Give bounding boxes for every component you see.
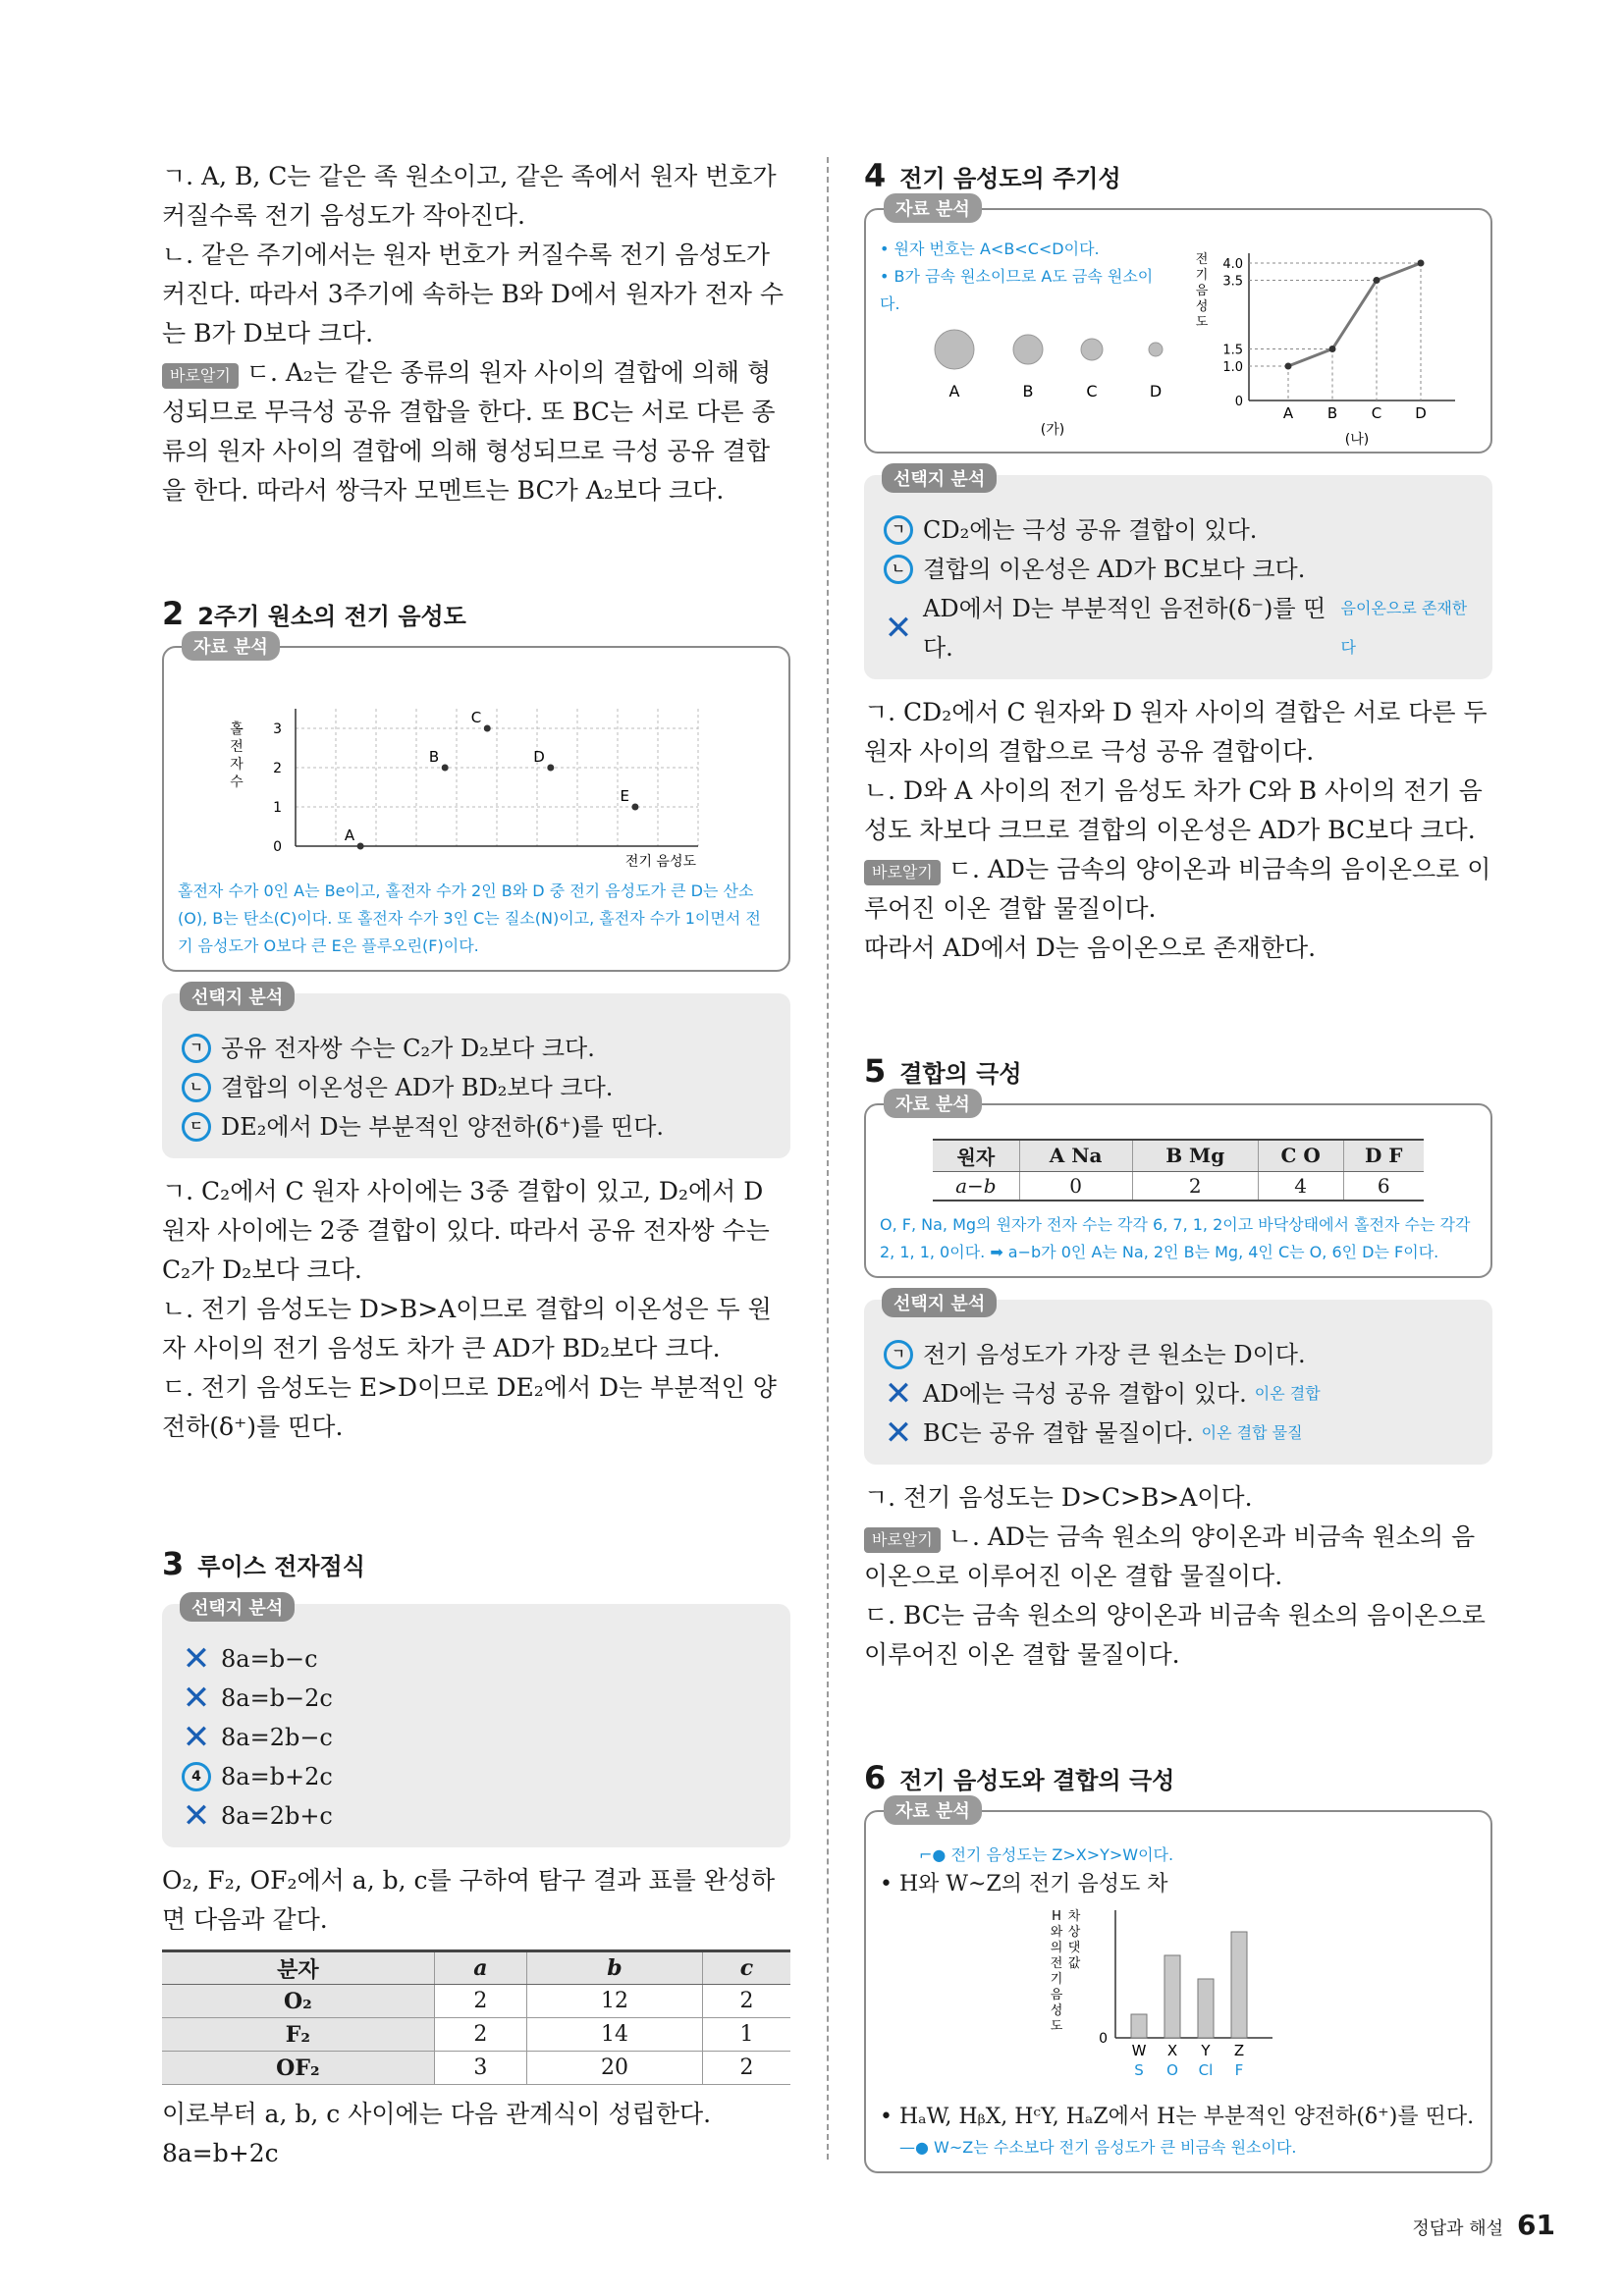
x-axis-label: 전기 음성도: [624, 854, 696, 870]
section-2-title-text: 2주기 원소의 전기 음성도: [197, 603, 466, 630]
s6-bullet2: • HₐW, HᵦX, HᶜY, HₐZ에서 H는 부분적인 양전하(δ⁺)를 띤다.: [880, 2105, 1475, 2129]
s3-option-text: 8a=b−c: [221, 1645, 318, 1673]
y-axis-label: 와: [1050, 1925, 1063, 1940]
s2-e3: ㄷ. 전기 음성도는 E>D이므로 DE₂에서 D는 부분적인 양전하(δ⁺)를 띤다.: [162, 1373, 777, 1441]
y-tick-label: 4.0: [1222, 257, 1243, 272]
s6-bar-chart: [880, 1900, 1479, 2097]
page-footer: [1412, 2209, 1555, 2241]
s5-table-header: D F: [1343, 1140, 1424, 1171]
element-label: O: [1166, 2061, 1178, 2079]
s4-e1: ㄱ. CD₂에서 C 원자와 D 원자 사이의 결합은 서로 다른 두 원자 사이의 결합으로 극성 공유 결합이다.: [864, 698, 1488, 766]
atom-sphere: [935, 330, 974, 369]
s5-option-text: BC는 공유 결합 물질이다.: [923, 1419, 1194, 1447]
s3-p1: O₂, F₂, OF₂에서 a, b, c를 구하여 탐구 결과 표를 완성하면 다음과 같다.: [162, 1866, 776, 1934]
correct-mark-icon: ㄱ: [884, 515, 913, 545]
s3-table-header: c: [702, 1951, 790, 1985]
s2-e1: ㄱ. C₂에서 C 원자 사이에는 3중 결합이 있고, D₂에서 D 원자 사이에는 2중 결합이 있다. 따라서 공유 전자쌍 수는 C₂가 D₂보다 크다.: [162, 1177, 770, 1284]
wrong-mark-icon: ✕: [182, 1679, 211, 1718]
section-6-title-text: 전기 음성도와 결합의 극성: [899, 1767, 1175, 1794]
table-cell: 3: [434, 2052, 526, 2085]
section-4-number: 4: [864, 157, 887, 194]
s4-data-tag: 자료 분석: [884, 193, 982, 223]
section-6-number: 6: [864, 1759, 887, 1796]
table-cell: OF₂: [162, 2052, 434, 2085]
y-axis-label: 차: [1067, 1909, 1081, 1924]
y-axis-label: 성: [1195, 299, 1209, 314]
data-point: [1285, 363, 1292, 370]
s3-p3: 8a=b+2c: [162, 2139, 279, 2167]
s4-option: [882, 589, 1475, 667]
s4-data-box: [864, 199, 1492, 454]
s4-notes: [880, 236, 1164, 318]
data-point: [1329, 346, 1336, 352]
data-point: [1418, 260, 1425, 267]
s3-p2: 이로부터 a, b, c 사이에는 다음 관계식이 성립한다.: [162, 2100, 712, 2128]
y-tick-label: 1.5: [1222, 343, 1243, 358]
wrong-mark-icon: ✕: [884, 609, 913, 648]
section-4-title: [864, 157, 1492, 194]
section-5-title-text: 결합의 극성: [899, 1060, 1022, 1088]
table-cell: 4: [1258, 1171, 1343, 1201]
table-cell: O₂: [162, 1985, 434, 2018]
s3-options-box: [162, 1598, 790, 1847]
s4-option-note: 음이온으로 존재한다: [1340, 599, 1468, 657]
s5-option: [882, 1374, 1475, 1414]
s6-data-box: [864, 1801, 1492, 2173]
s3-options-tag: 선택지 분석: [180, 1592, 295, 1622]
point-label: D: [533, 748, 545, 766]
s5-data-tag: 자료 분석: [884, 1089, 982, 1118]
s3-table-header: a: [434, 1951, 526, 1985]
s1-p3-text: ㄷ. A₂는 같은 종류의 원자 사이의 결합에 의해 형성되므로 무극성 공유 결합을 한다. 또 BC는 서로 다른 종류의 원자 사이의 결합에 의해 형성되므로 극성 공유 결합을 한다. 따라서 쌍극자 모멘트는 BC가 A₂보다 크다.: [162, 358, 776, 505]
s2-options-box: [162, 988, 790, 1158]
series-line: [1377, 263, 1421, 281]
atom-sphere: [1013, 335, 1043, 364]
table-row: [162, 1985, 790, 2018]
y-axis-label: 수: [230, 774, 244, 790]
table-cell: 12: [526, 1985, 702, 2018]
s2-option-text: DE₂에서 D는 부분적인 양전하(δ⁺)를 띤다.: [221, 1113, 665, 1141]
s4-atom-spheres: [925, 318, 1219, 446]
right-column: [864, 157, 1492, 2173]
point-label: E: [620, 787, 629, 805]
table-row: [162, 2018, 790, 2052]
s2-analysis: 홀전자 수가 0인 A는 Be이고, 홀전자 수가 2인 B와 D 중 전기 음성도가 큰 D는 산소(O), B는 탄소(C)이다. 또 홀전자 수가 3인 C는 질소(N)이고, 홀전자 수가 1이면서 전기 음성도가 O보다 큰 E은 플루오린(F)이다.: [178, 881, 761, 955]
s2-data-tag: 자료 분석: [182, 631, 280, 661]
bar: [1231, 1932, 1247, 2038]
data-point: [442, 765, 449, 772]
s3-option: [180, 1757, 773, 1796]
left-column: [162, 157, 790, 2173]
table-cell: 2: [434, 2018, 526, 2052]
atom-label: C: [1086, 382, 1098, 400]
s5-options-tag: 선택지 분석: [882, 1288, 997, 1317]
y-tick-label: 1: [273, 800, 282, 816]
y-axis-label: 음: [1195, 284, 1209, 298]
s6-callout2: —● W~Z는 수소보다 전기 음성도가 큰 비금속 원소이다.: [899, 2138, 1297, 2157]
correct-mark-icon: ㄷ: [182, 1112, 211, 1142]
atom-label: A: [948, 382, 960, 400]
section-3-number: 3: [162, 1545, 185, 1582]
x-tick-label: A: [1282, 404, 1294, 422]
y-axis-label: 상: [1067, 1925, 1081, 1940]
series-line: [1288, 349, 1332, 367]
s3-option: [180, 1718, 773, 1757]
s2-option-text: 공유 전자쌍 수는 C₂가 D₂보다 크다.: [221, 1035, 595, 1062]
element-label: Cl: [1198, 2061, 1214, 2079]
table-cell: 14: [526, 2018, 702, 2052]
s3-option: [180, 1679, 773, 1718]
s2-option: [180, 1068, 773, 1107]
s2-option: [180, 1107, 773, 1147]
section-2-title: [162, 595, 790, 632]
s4-note: • B가 금속 원소이므로 A도 금속 원소이다.: [880, 267, 1154, 313]
table-row: [162, 2052, 790, 2085]
s5-options-box: [864, 1294, 1492, 1465]
table-cell: 2: [702, 1985, 790, 2018]
x-tick-label: D: [1415, 404, 1427, 422]
bar: [1131, 2014, 1147, 2038]
wrong-label: 바로알기: [864, 1527, 941, 1553]
s5-analysis: O, F, Na, Mg의 원자가 전자 수는 각각 6, 7, 1, 2이고 바닥상태에서 홀전자 수는 각각 2, 1, 1, 0이다. ➡ a−b가 0인 A는 Na, 2인 B는 Mg, 4인 C는 O, 6인 D는 F이다.: [880, 1215, 1471, 1261]
data-point: [547, 765, 554, 772]
point-label: A: [344, 827, 355, 844]
y-axis-label: 의: [1050, 1941, 1063, 1955]
s1-p2: ㄴ. 같은 주기에서는 원자 번호가 커질수록 전기 음성도가 커진다. 따라서 3주기에 속하는 B와 D에서 원자가 전자 수는 B가 D보다 크다.: [162, 240, 784, 347]
y-axis-label: 전: [1050, 1956, 1063, 1971]
y-axis-label: 기: [1050, 1972, 1063, 1987]
atom-label: B: [1022, 382, 1034, 400]
wrong-mark-icon: ✕: [182, 1718, 211, 1757]
s1-p1: ㄱ. A, B, C는 같은 족 원소이고, 같은 족에서 원자 번호가 커질수록 전기 음성도가 작아진다.: [162, 162, 777, 230]
s2-scatter-chart: [178, 677, 777, 874]
y-axis-label: 도: [1050, 2019, 1063, 2034]
point-label: B: [428, 748, 440, 766]
s4-e3-text: ㄷ. AD는 금속의 양이온과 비금속의 음이온으로 이루어진 이온 결합 물질이다.: [864, 855, 1491, 923]
y-axis-label: 도: [1195, 315, 1209, 330]
s4-options-tag: 선택지 분석: [882, 463, 997, 493]
section-2-number: 2: [162, 595, 185, 632]
y-axis-label: 값: [1067, 1956, 1081, 1971]
table-cell: 20: [526, 2052, 702, 2085]
s5-table: [933, 1139, 1424, 1201]
table-cell: 2: [434, 1985, 526, 2018]
s5-e3: ㄷ. BC는 금속 원소의 양이온과 비금속 원소의 음이온으로 이루어진 이온 결합 물질이다.: [864, 1601, 1486, 1669]
s4-e2: ㄴ. D와 A 사이의 전기 음성도 차가 C와 B 사이의 전기 음성도 차보다 크므로 결합의 이온성은 AD가 BC보다 크다.: [864, 776, 1483, 844]
caption-b: (나): [1344, 432, 1370, 448]
footer-label: 정답과 해설: [1412, 2218, 1504, 2239]
x-tick-label: Z: [1233, 2042, 1245, 2059]
s3-option-text: 8a=b+2c: [221, 1763, 333, 1790]
section-5-title: [864, 1052, 1492, 1090]
s4-note: • 원자 번호는 A<B<C<D이다.: [880, 240, 1100, 258]
s5-e1: ㄱ. 전기 음성도는 D>C>B>A이다.: [864, 1483, 1253, 1512]
s4-option-text: AD에서 D는 부분적인 음전하(δ⁻)를 띤다.: [923, 595, 1326, 662]
correct-mark-icon: ㄴ: [182, 1073, 211, 1102]
wrong-label: 바로알기: [864, 860, 941, 885]
s5-table-header: B Mg: [1132, 1140, 1258, 1171]
correct-mark-icon: ㄱ: [884, 1340, 913, 1369]
table-cell: 0: [1019, 1171, 1132, 1201]
atom-sphere: [1081, 339, 1103, 360]
y-axis-label: 전: [1195, 252, 1209, 267]
s5-option-note: 이온 결합 물질: [1201, 1423, 1303, 1442]
section-6-title: [864, 1759, 1492, 1796]
s4-option-text: 결합의 이온성은 AD가 BC보다 크다.: [923, 556, 1306, 583]
s5-table-header: A Na: [1019, 1140, 1132, 1171]
bar: [1198, 1979, 1214, 2038]
s2-data-box: [162, 637, 790, 972]
s4-e3: [864, 850, 1492, 929]
caption-a: (가): [1040, 422, 1065, 438]
s5-option: [882, 1414, 1475, 1453]
y-tick-label: 3.5: [1222, 274, 1243, 290]
s2-option: [180, 1029, 773, 1068]
s3-option-text: 8a=2b−c: [221, 1724, 333, 1751]
element-label: F: [1234, 2061, 1244, 2079]
s5-option-note: 이온 결합: [1254, 1384, 1321, 1403]
s3-option-text: 8a=b−2c: [221, 1684, 333, 1712]
y-tick-label: 0: [273, 839, 282, 855]
s3-option: [180, 1796, 773, 1836]
s5-e2-text: ㄴ. AD는 금속 원소의 양이온과 비금속 원소의 음이온으로 이루어진 이온 결합 물질이다.: [864, 1522, 1476, 1590]
section-4-title-text: 전기 음성도의 주기성: [899, 165, 1121, 192]
table-cell: a−b: [933, 1171, 1019, 1201]
s5-option: [882, 1335, 1475, 1374]
y-axis-label: 댓: [1067, 1941, 1081, 1955]
data-point: [484, 725, 491, 732]
s5-table-header: C O: [1258, 1140, 1343, 1171]
s2-options-tag: 선택지 분석: [180, 982, 295, 1011]
data-point: [357, 843, 364, 850]
s3-table-header: b: [526, 1951, 702, 1985]
s6-callout-text: 전기 음성도는 Z>X>Y>W이다.: [950, 1845, 1174, 1864]
y-axis-label: 자: [230, 757, 244, 773]
point-label: C: [470, 709, 482, 726]
y-axis-label: 홀: [230, 721, 244, 737]
y-zero-label: 0: [1099, 2031, 1108, 2047]
element-label: S: [1134, 2061, 1144, 2079]
s6-data-tag: 자료 분석: [884, 1795, 982, 1825]
section-3-title-text: 루이스 전자점식: [197, 1553, 365, 1580]
s5-table-header: 원자: [933, 1140, 1019, 1171]
s4-line-chart: [1190, 224, 1475, 452]
x-tick-label: C: [1371, 404, 1382, 422]
s5-e2: [864, 1518, 1492, 1596]
atom-label: D: [1149, 382, 1163, 400]
data-point: [1374, 277, 1380, 284]
correct-mark-icon: ㄱ: [182, 1034, 211, 1063]
correct-mark-icon: ㄴ: [884, 555, 913, 584]
s3-option-text: 8a=2b+c: [221, 1802, 333, 1830]
s2-e2: ㄴ. 전기 음성도는 D>B>A이므로 결합의 이온성은 두 원자 사이의 전기 음성도 차가 큰 AD가 BD₂보다 크다.: [162, 1295, 772, 1362]
y-axis-label: 전: [230, 739, 244, 755]
table-row: [933, 1171, 1424, 1201]
y-tick-label: 3: [273, 721, 282, 737]
section-5-number: 5: [864, 1052, 887, 1090]
answer-mark-icon: 4: [182, 1762, 211, 1791]
wrong-label: 바로알기: [162, 363, 239, 389]
s6-bullet1: • H와 W~Z의 전기 음성도 차: [880, 1872, 1168, 1896]
s3-option: [180, 1639, 773, 1679]
table-cell: F₂: [162, 2018, 434, 2052]
s4-option-text: CD₂에는 극성 공유 결합이 있다.: [923, 516, 1258, 544]
data-point: [631, 804, 638, 811]
wrong-mark-icon: ✕: [884, 1374, 913, 1414]
atom-sphere: [1149, 343, 1163, 356]
s4-option: [882, 550, 1475, 589]
page-number: 61: [1517, 2209, 1555, 2241]
s1-p3: [162, 353, 790, 510]
y-axis-label: 성: [1050, 2003, 1063, 2018]
s4-e4: 따라서 AD에서 D는 음이온으로 존재한다.: [864, 934, 1317, 962]
y-tick-label: 0: [1234, 395, 1243, 409]
table-cell: 1: [702, 2018, 790, 2052]
table-cell: 2: [1132, 1171, 1258, 1201]
wrong-mark-icon: ✕: [884, 1414, 913, 1453]
x-tick-label: Y: [1201, 2042, 1211, 2059]
table-cell: 6: [1343, 1171, 1424, 1201]
s6-callout: ⌐● 전기 음성도는 Z>X>Y>W이다.: [919, 1845, 1174, 1864]
y-axis-label: H: [1052, 1909, 1061, 1924]
s6-callout2-text: W~Z는 수소보다 전기 음성도가 큰 비금속 원소이다.: [934, 2138, 1297, 2157]
s4-options-box: [864, 469, 1492, 679]
wrong-mark-icon: ✕: [182, 1639, 211, 1679]
x-tick-label: X: [1166, 2042, 1178, 2059]
s5-option-text: AD에는 극성 공유 결합이 있다.: [923, 1380, 1247, 1408]
y-axis-label: 음: [1050, 1988, 1063, 2002]
s5-option-text: 전기 음성도가 가장 큰 원소는 D이다.: [923, 1341, 1306, 1368]
x-tick-label: W: [1131, 2042, 1147, 2059]
table-cell: 2: [702, 2052, 790, 2085]
s3-table: [162, 1949, 790, 2085]
x-tick-label: B: [1326, 404, 1338, 422]
s5-data-box: [864, 1095, 1492, 1278]
series-line: [1332, 281, 1377, 349]
y-tick-label: 2: [273, 761, 282, 776]
y-tick-label: 1.0: [1222, 360, 1243, 375]
bar: [1164, 1955, 1180, 2038]
y-axis-label: 기: [1195, 268, 1209, 283]
wrong-mark-icon: ✕: [182, 1796, 211, 1836]
section-3-title: [162, 1545, 790, 1582]
s4-option: [882, 510, 1475, 550]
s3-table-header: 분자: [162, 1951, 434, 1985]
column-divider: [827, 157, 829, 2160]
s2-option-text: 결합의 이온성은 AD가 BD₂보다 크다.: [221, 1074, 614, 1101]
